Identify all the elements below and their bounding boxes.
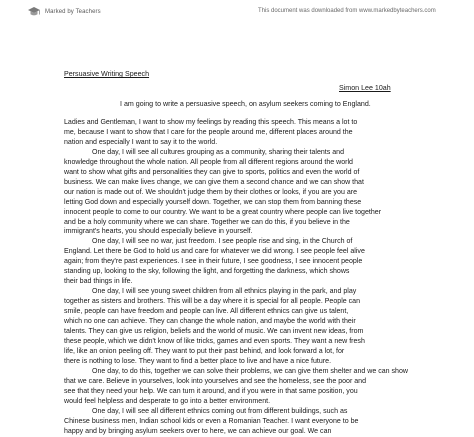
body-line: letting God down and especially yourself down. Together, we can stop them from banning these — [64, 198, 362, 206]
body-line: talents. They can give us religion, beliefs and the world of music. We can invent new ideas, from — [64, 328, 364, 336]
body-line: want to show what gifts and personalities they can give to sports, politics and even the world of — [64, 168, 360, 176]
body-line: their bad things in life. — [64, 278, 133, 286]
marked-by-teachers-logo[interactable] — [27, 6, 101, 18]
document-author: Simon Lee 10ah — [339, 84, 391, 92]
body-line: Chinese business men, Indian school kids or even a Romanian Teacher. I want everyone to be — [64, 417, 359, 425]
body-line: One day, to do this, together we can solve their problems, we can give them shelter and we can show — [92, 367, 408, 375]
body-line: and be a holy community where we can share. Together we can do this, if you believe in the — [64, 218, 350, 226]
document-title: Persuasive Writing Speech — [64, 70, 150, 78]
download-watermark: This document was downloaded from www.markedbyteachers.com — [258, 8, 436, 14]
body-line: would feel helpless and desperate to go into a better environment. — [64, 397, 271, 405]
body-line: immigrant's hearts, you should especially believe in yourself. — [64, 228, 253, 236]
body-line: together as sisters and brothers. This will be a day where it is special for all people. People can — [64, 298, 360, 306]
body-line: England. Let there be God to hold us and care for whatever we did wrong. I see people feel alive — [64, 248, 365, 256]
body-line: One day, I will see young sweet children from all ethnics playing in the park, and play — [92, 288, 357, 296]
document-body — [64, 118, 418, 437]
document-intro: I am going to write a persuasive speech, on asylum seekers coming to England. — [120, 100, 371, 108]
body-line: One day, I will see all different ethnics coming out from different buildings, such as — [92, 407, 348, 415]
body-line: nation and especially I want to say it to the world. — [64, 138, 218, 146]
logo-text: Marked by Teachers — [45, 9, 101, 15]
body-line: knowledge throughout the whole nation. All people from all different regions around the world — [64, 158, 353, 166]
body-line: me, because I want to show that I care for the people around me, different places around the — [64, 128, 353, 136]
body-line: which no one can achieve. They can change the whole nation, and maybe the world with their — [64, 318, 356, 326]
body-line: happy and by bringing asylum seekers over to here, we can achieve our goal. We can — [64, 427, 332, 435]
body-line: Ladies and Gentleman, I want to show my feelings by reading this speech. This means a lot to — [64, 119, 358, 126]
page-header — [0, 0, 474, 46]
body-line: standing up, looking to the sky, following the light, and forgetting the darkness, which shows — [64, 268, 350, 276]
body-line: again; from they're past experiences. I see in their future, I see goodness, I see innocent people — [64, 258, 363, 266]
body-line: there is nothing to lose. They want to find a better place to live and have a nice future. — [64, 357, 332, 365]
body-line: these people, which we didn't know of like tricks, games and even sports. They want a new fresh — [64, 337, 365, 345]
body-line: business. We can make lives change, we can give them a second chance and we can show that — [64, 178, 364, 186]
body-line: smile, people can have freedom and people can live. All different ethnics can give us talent, — [64, 308, 349, 316]
body-line: One day, I will see all cultures grouping as a community, sharing their talents and — [92, 148, 344, 156]
body-line: One day, I will see no war, just freedom. I see people rise and sing, in the Church of — [92, 238, 353, 246]
body-line: our nation is made out of. We shouldn't judge them by their clothes or looks, if you are you are — [64, 188, 358, 196]
graduation-cap-icon — [27, 6, 41, 18]
body-line: life, like an onion peeling off. They want to put their past behind, and look forward a lot, for — [64, 347, 345, 355]
body-line: innocent people to come to our country. We want to be a great country where people can live together — [64, 208, 382, 216]
body-line: see that they need your help. We can turn it around, and if you were in that same position, you — [64, 387, 358, 395]
body-line: that we care. Believe in yourselves, look into yourselves and see the homeless, see the poor and — [64, 377, 367, 385]
